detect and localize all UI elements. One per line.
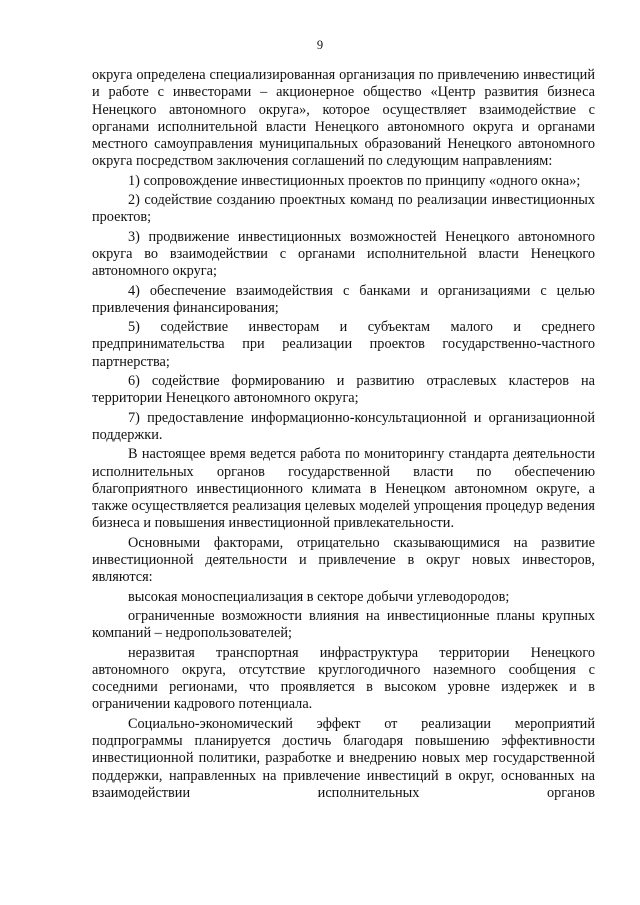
page-number: 9	[316, 38, 324, 52]
document-body	[92, 67, 595, 802]
paragraph-factors: Основными факторами, отрицательно сказывающимися на развитие инвестиционной деятельности и привлечение в округ новых инвесторов, являются:	[92, 534, 595, 586]
list-item-2: 2) содействие созданию проектных команд по реализации инвестиционных проектов;	[92, 192, 595, 226]
list-item-5: 5) содействие инвесторам и субъектам малого и среднего предпринимательства при реализации проектов государственно-частного партнерства;	[92, 319, 595, 370]
list-item-7: 7) предоставление информационно-консультационной и организационной поддержки.	[92, 409, 595, 443]
paragraph-effect: Социально-экономический эффект от реализации мероприятий подпрограммы планируется достичь благодаря повышению эффективности инвестиционной политики, разработке и внедрению новых мер государственной поддержки, направленных на привлечение инвестиций в округ, основанных на взаимодействии исполнительных органов	[92, 715, 595, 801]
list-item-4: 4) обеспечение взаимодействия с банками и организациями с целью привлечения финансирования;	[92, 282, 595, 316]
factor-item-1: высокая моноспециализация в секторе добычи углеводородов;	[128, 588, 510, 605]
factor-item-2: ограниченные возможности влияния на инвестиционные планы крупных компаний – недропользователей;	[92, 607, 595, 642]
factor-item-3: неразвитая транспортная инфраструктура территории Ненецкого автономного округа, отсутствие круглогодичного наземного сообщения с соседними регионами, что проявляется в высоком уровне издержек и в ограничении кадрового потенциала.	[92, 644, 595, 713]
paragraph-monitoring: В настоящее время ведется работа по мониторингу стандарта деятельности исполнительных органов государственной власти по обеспечению благоприятного инвестиционного климата в Ненецком автономном округе, а также осуществляется реализация целевых моделей упрощения процедур ведения бизнеса и повышения инвестиционной привлекательности.	[92, 446, 595, 532]
list-item-6: 6) содействие формированию и развитию отраслевых кластеров на территории Ненецкого автономного округа;	[92, 373, 595, 407]
paragraph-intro: округа определена специализированная организация по привлечению инвестиций и работе с инвесторами – акционерное общество «Центр развития бизнеса Ненецкого автономного округа», которое осуществляет взаимодействие с органами исполнительной власти Ненецкого автономного округа и органами местного самоуправления муниципальных образований Ненецкого автономного округа посредством заключения соглашений по следующим направлениям:	[92, 67, 595, 170]
list-item-1: 1) сопровождение инвестиционных проектов по принципу «одного окна»;	[128, 172, 581, 189]
list-item-3: 3) продвижение инвестиционных возможностей Ненецкого автономного округа во взаимодействии с органами исполнительной власти Ненецкого автономного округа;	[92, 228, 595, 280]
